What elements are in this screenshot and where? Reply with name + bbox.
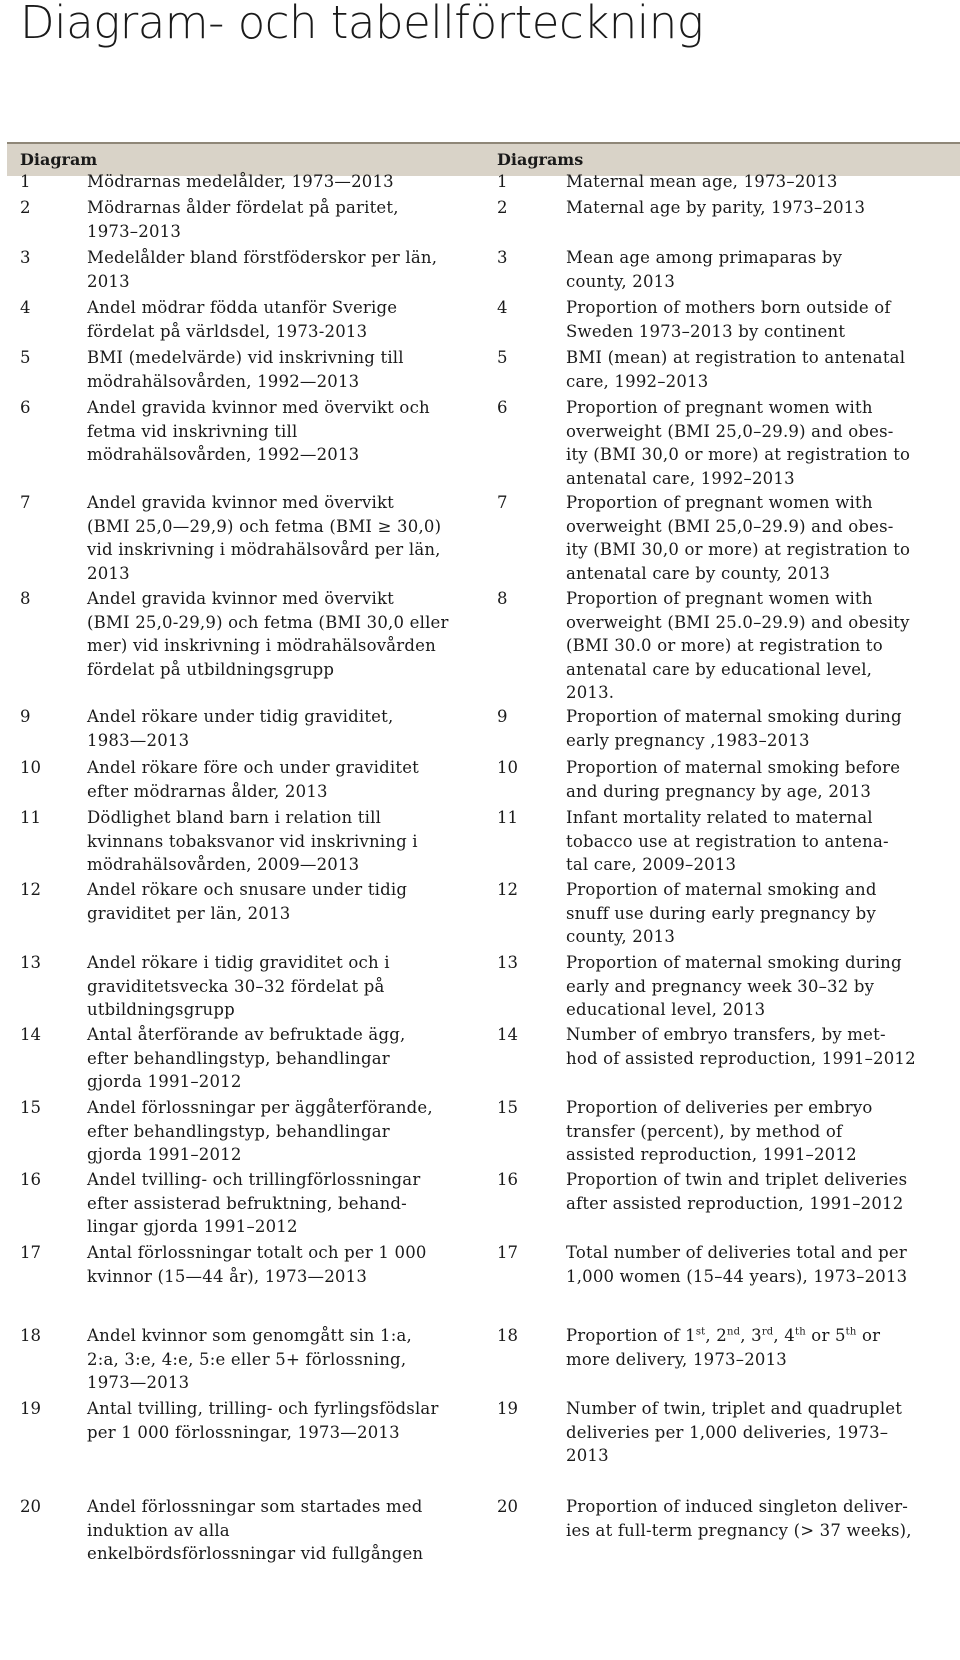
line-text: early and pregnancy week 30–32 by <box>566 976 875 996</box>
line-text: 2013 <box>566 1446 609 1465</box>
list-item-sv <box>87 246 487 293</box>
line-text: kvinnans tobaksvanor vid inskrivning i <box>87 831 418 851</box>
list-item-sv <box>87 196 487 243</box>
list-item-sv <box>87 951 487 1022</box>
row-number-en: 16 <box>497 1170 518 1189</box>
ordinal-suffix: nd <box>726 1326 741 1338</box>
row-number-en: 12 <box>497 880 518 899</box>
row-number-sv: 11 <box>20 808 41 827</box>
row-number-en: 7 <box>497 493 508 512</box>
list-item-en <box>566 396 954 490</box>
line-text: mödrahälsovården, 1992—2013 <box>87 445 360 464</box>
list-item-sv <box>87 756 487 803</box>
text-fragment: , 3 <box>740 1326 762 1345</box>
list-item-en <box>566 705 954 752</box>
page-title: Diagram- och tabellförteckning <box>20 0 704 49</box>
row-number-sv: 12 <box>20 880 41 899</box>
list-item-en <box>566 1241 954 1288</box>
line-text: (BMI 30.0 or more) at registration to <box>566 636 883 655</box>
row-number-en: 2 <box>497 198 508 217</box>
row-number-sv: 6 <box>20 398 31 417</box>
row-number-en: 1 <box>497 172 508 191</box>
line-text: fördelat på världsdel, 1973-2013 <box>87 321 368 341</box>
line-text: 1,000 women (15–44 years), 1973–2013 <box>566 1266 908 1286</box>
line-text <box>566 1324 954 1348</box>
line-text: county, 2013 <box>566 271 676 291</box>
row-number-sv: 14 <box>20 1025 41 1044</box>
line-text: antenatal care, 1992–2013 <box>566 468 795 488</box>
line-text: efter behandlingstyp, behandlingar <box>87 1048 390 1068</box>
list-item-sv <box>87 296 487 343</box>
line-text: Andel tvilling- och trillingförlossningar <box>87 1170 421 1189</box>
line-text: fetma vid inskrivning till <box>87 421 298 441</box>
row-number-sv: 20 <box>20 1497 41 1516</box>
row-number-en: 15 <box>497 1098 518 1117</box>
list-item-en <box>566 878 954 949</box>
line-text: enkelbördsförlossningar vid fullgången <box>87 1544 424 1563</box>
header-diagram: Diagram <box>20 150 98 169</box>
list-item-en <box>566 1168 954 1215</box>
line-text: Andel mödrar födda utanför Sverige <box>87 298 398 317</box>
line-text: Andel rökare och snusare under tidig <box>87 880 408 899</box>
list-item-sv <box>87 587 487 681</box>
ordinal-suffix: st <box>695 1326 706 1338</box>
line-text: Proportion of pregnant women with <box>566 493 873 512</box>
list-item-sv <box>87 1397 487 1444</box>
line-text: per 1 000 förlossningar, 1973—2013 <box>87 1422 400 1442</box>
row-number-sv: 17 <box>20 1243 41 1262</box>
text-fragment: Proportion of 1 <box>566 1326 696 1345</box>
list-item-sv <box>87 1241 487 1288</box>
line-text: Mean age among primaparas by <box>566 248 843 267</box>
list-item-en <box>566 1324 954 1371</box>
line-text: overweight (BMI 25.0–29.9) and obesity <box>566 612 910 632</box>
text-fragment: , 4 <box>773 1326 795 1345</box>
line-text: assisted reproduction, 1991–2012 <box>566 1145 857 1164</box>
list-item-en <box>566 246 954 293</box>
line-text: Maternal mean age, 1973–2013 <box>566 172 838 191</box>
line-text: fördelat på utbildningsgrupp <box>87 659 335 679</box>
row-number-en: 11 <box>497 808 518 827</box>
line-text: and during pregnancy by age, 2013 <box>566 781 872 801</box>
line-text: antenatal care by county, 2013 <box>566 563 831 583</box>
line-text: Andel rökare före och under graviditet <box>87 758 419 777</box>
line-text: 1973—2013 <box>87 1373 190 1392</box>
row-number-sv: 7 <box>20 493 31 512</box>
line-text: after assisted reproduction, 1991–2012 <box>566 1193 904 1213</box>
line-text: Andel gravida kvinnor med övervikt <box>87 493 394 512</box>
row-number-en: 9 <box>497 707 508 726</box>
row-number-sv: 15 <box>20 1098 41 1117</box>
line-text: transfer (percent), by method of <box>566 1121 843 1141</box>
line-text: graviditetsvecka 30–32 fördelat på <box>87 976 385 996</box>
row-number-en: 17 <box>497 1243 518 1262</box>
row-number-en: 5 <box>497 348 508 367</box>
row-number-en: 19 <box>497 1399 518 1418</box>
line-text: (BMI 25,0-29,9) och fetma (BMI 30,0 eller <box>87 612 449 632</box>
row-number-sv: 4 <box>20 298 31 317</box>
line-text: mödrahälsovården, 2009—2013 <box>87 855 360 874</box>
list-item-en <box>566 296 954 343</box>
list-item-sv <box>87 1168 487 1239</box>
row-number-sv: 3 <box>20 248 31 267</box>
line-text: tobacco use at registration to antena- <box>566 831 889 851</box>
line-text: gjorda 1991–2012 <box>87 1145 242 1164</box>
line-text: mödrahälsovården, 1992—2013 <box>87 371 360 391</box>
row-number-en: 6 <box>497 398 508 417</box>
line-text: more delivery, 1973–2013 <box>566 1349 787 1369</box>
line-text: Antal tvilling, trilling- och fyrlingsfödslar <box>87 1399 439 1418</box>
line-text: Antal förlossningar totalt och per 1 000 <box>87 1243 427 1262</box>
line-text: Proportion of maternal smoking and <box>566 880 877 899</box>
line-text: overweight (BMI 25,0–29.9) and obes- <box>566 516 894 536</box>
line-text: Proportion of pregnant women with <box>566 589 873 608</box>
line-text: Proportion of maternal smoking before <box>566 758 901 777</box>
list-item-en <box>566 1397 954 1468</box>
line-text: Maternal age by parity, 1973–2013 <box>566 198 866 217</box>
row-number-en: 4 <box>497 298 508 317</box>
line-text: BMI (mean) at registration to antenatal <box>566 348 906 367</box>
row-number-sv: 13 <box>20 953 41 972</box>
list-item-sv <box>87 170 487 194</box>
line-text: 2013 <box>87 271 130 291</box>
line-text: hod of assisted reproduction, 1991–2012 <box>566 1048 916 1068</box>
list-item-en <box>566 1023 954 1070</box>
line-text: 2013 <box>87 563 130 583</box>
line-text: graviditet per län, 2013 <box>87 903 291 923</box>
line-text: ity (BMI 30,0 or more) at registration to <box>566 540 911 559</box>
row-number-sv: 16 <box>20 1170 41 1189</box>
line-text: Sweden 1973–2013 by continent <box>566 321 846 341</box>
row-number-en: 20 <box>497 1497 518 1516</box>
row-number-sv: 19 <box>20 1399 41 1418</box>
line-text: Proportion of deliveries per embryo <box>566 1098 873 1117</box>
line-text: antenatal care by educational level, <box>566 659 873 679</box>
ordinal-suffix: th <box>845 1326 857 1338</box>
line-text: snuff use during early pregnancy by <box>566 903 876 923</box>
line-text: Proportion of maternal smoking during <box>566 707 902 726</box>
line-text: ity (BMI 30,0 or more) at registration to <box>566 445 911 464</box>
list-item-en <box>566 756 954 803</box>
line-text: Mödrarnas ålder fördelat på paritet, <box>87 198 399 217</box>
line-text: Proportion of pregnant women with <box>566 398 873 417</box>
row-number-en: 10 <box>497 758 518 777</box>
list-item-sv <box>87 878 487 925</box>
list-item-en <box>566 951 954 1022</box>
row-number-en: 13 <box>497 953 518 972</box>
list-item-en <box>566 170 954 194</box>
text-fragment: or <box>856 1326 881 1345</box>
list-item-sv <box>87 1096 487 1167</box>
line-text: gjorda 1991–2012 <box>87 1072 242 1091</box>
line-text: Andel gravida kvinnor med övervikt <box>87 589 394 608</box>
row-number-sv: 10 <box>20 758 41 777</box>
row-number-sv: 5 <box>20 348 31 367</box>
line-text: Andel kvinnor som genomgått sin 1:a, <box>87 1326 412 1345</box>
list-item-sv <box>87 346 487 393</box>
line-text: 2:a, 3:e, 4:e, 5:e eller 5+ förlossning, <box>87 1349 407 1369</box>
line-text: Andel förlossningar per äggåterförande, <box>87 1098 433 1117</box>
line-text: Number of embryo transfers, by met- <box>566 1025 886 1044</box>
line-text: efter behandlingstyp, behandlingar <box>87 1121 390 1141</box>
row-number-sv: 2 <box>20 198 31 217</box>
line-text: utbildningsgrupp <box>87 1000 235 1019</box>
list-item-en <box>566 196 954 220</box>
line-text: Andel rökare i tidig graviditet och i <box>87 953 390 972</box>
line-text: Andel rökare under tidig graviditet, <box>87 707 394 726</box>
line-text: Andel gravida kvinnor med övervikt och <box>87 398 430 417</box>
list-item-sv <box>87 491 487 585</box>
row-number-sv: 1 <box>20 172 31 191</box>
list-item-sv <box>87 396 487 467</box>
line-text: deliveries per 1,000 deliveries, 1973– <box>566 1422 889 1442</box>
line-text: mer) vid inskrivning i mödrahälsovården <box>87 636 436 655</box>
row-number-sv: 9 <box>20 707 31 726</box>
line-text: ies at full-term pregnancy (> 37 weeks), <box>566 1520 912 1540</box>
list-item-en <box>566 1096 954 1167</box>
line-text: lingar gjorda 1991–2012 <box>87 1217 298 1236</box>
row-number-sv: 8 <box>20 589 31 608</box>
line-text: 2013. <box>566 683 615 702</box>
line-text: Proportion of mothers born outside of <box>566 298 891 317</box>
row-number-en: 3 <box>497 248 508 267</box>
row-number-sv: 18 <box>20 1326 41 1345</box>
list-item-sv <box>87 806 487 877</box>
row-number-en: 18 <box>497 1326 518 1345</box>
list-item-sv <box>87 1495 487 1566</box>
line-text: Dödlighet bland barn i relation till <box>87 808 382 827</box>
row-number-en: 14 <box>497 1025 518 1044</box>
line-text: overweight (BMI 25,0–29.9) and obes- <box>566 421 894 441</box>
header-diagrams: Diagrams <box>497 150 584 169</box>
ordinal-suffix: rd <box>761 1326 774 1338</box>
line-text: Proportion of maternal smoking during <box>566 953 902 972</box>
line-text: Proportion of induced singleton deliver- <box>566 1497 909 1516</box>
line-text: county, 2013 <box>566 927 676 946</box>
line-text: (BMI 25,0—29,9) och fetma (BMI ≥ 30,0) <box>87 516 442 536</box>
line-text: tal care, 2009–2013 <box>566 855 737 874</box>
list-item-en <box>566 1495 954 1542</box>
line-text: vid inskrivning i mödrahälsovård per län, <box>87 540 441 559</box>
line-text: Number of twin, triplet and quadruplet <box>566 1399 903 1418</box>
line-text: Infant mortality related to maternal <box>566 808 873 827</box>
line-text: kvinnor (15—44 år), 1973—2013 <box>87 1266 368 1286</box>
line-text: Medelålder bland förstföderskor per län, <box>87 248 438 267</box>
text-fragment: or 5 <box>805 1326 846 1345</box>
list-item-en <box>566 806 954 877</box>
line-text: early pregnancy ,1983–2013 <box>566 730 810 750</box>
line-text: BMI (medelvärde) vid inskrivning till <box>87 348 404 367</box>
list-item-en <box>566 587 954 705</box>
line-text: efter assisterad befruktning, behand- <box>87 1193 407 1213</box>
list-item-sv <box>87 1023 487 1094</box>
line-text: care, 1992–2013 <box>566 371 709 391</box>
ordinal-suffix: th <box>795 1326 806 1338</box>
list-item-en <box>566 346 954 393</box>
line-text: Proportion of twin and triplet deliveries <box>566 1170 908 1189</box>
text-fragment: , 2 <box>705 1326 727 1345</box>
line-text: induktion av alla <box>87 1520 230 1540</box>
line-text: Andel förlossningar som startades med <box>87 1497 423 1516</box>
line-text: Total number of deliveries total and per <box>566 1243 907 1262</box>
list-item-en <box>566 491 954 585</box>
line-text: Mödrarnas medelålder, 1973—2013 <box>87 172 394 191</box>
list-item-sv <box>87 705 487 752</box>
line-text: Antal återförande av befruktade ägg, <box>87 1025 406 1044</box>
line-text: educational level, 2013 <box>566 1000 766 1019</box>
row-number-en: 8 <box>497 589 508 608</box>
list-item-sv <box>87 1324 487 1395</box>
line-text: 1973–2013 <box>87 221 182 241</box>
line-text: 1983—2013 <box>87 730 190 750</box>
line-text: efter mödrarnas ålder, 2013 <box>87 781 328 801</box>
